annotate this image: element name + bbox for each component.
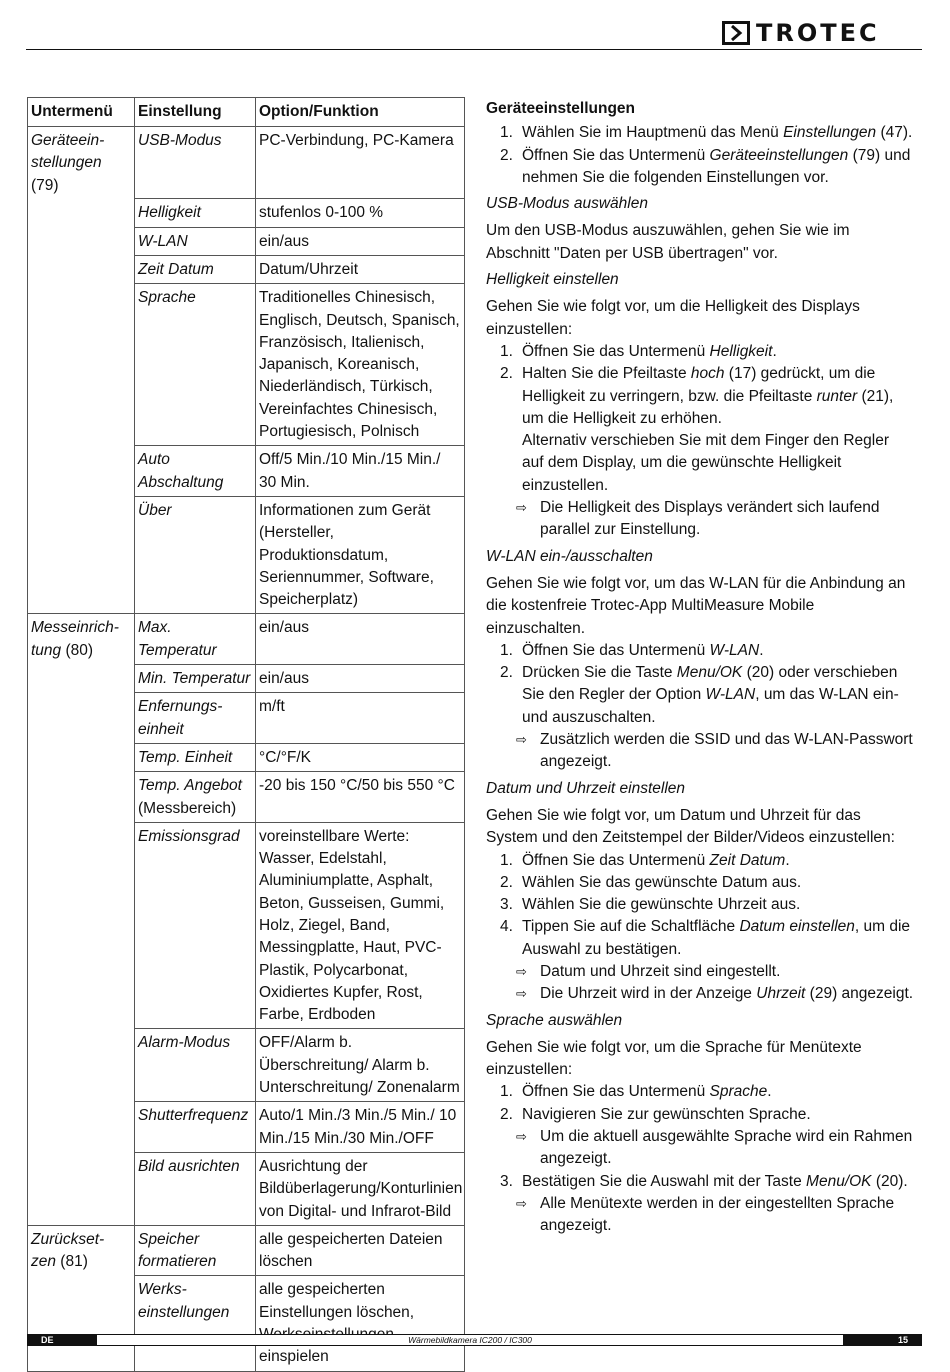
setting-cell: Über — [135, 496, 256, 613]
footer-model: Wärmebildkamera IC200 / IC300 — [97, 1335, 843, 1345]
logo-text: TROTEC — [756, 19, 880, 47]
list-item: 3. Bestätigen Sie die Auswahl mit der Taste Menu/OK (20). — [500, 1172, 908, 1190]
wlan-subheading: W-LAN ein-/ausschalten — [486, 547, 653, 565]
usb-subheading: USB-Modus auswählen — [486, 195, 648, 213]
submenu-cell — [28, 1225, 135, 1276]
option-cell: Ausrichtung der Bildüberlagerung/Konturlinien von Digital- und Infrarot-Bild — [256, 1152, 465, 1225]
option-cell: PC-Verbindung, PC-Kamera — [256, 127, 465, 199]
option-cell: ein/aus — [256, 665, 465, 693]
list-item: 1. Öffnen Sie das Untermenü W-LAN. — [500, 641, 764, 659]
list-item: 2. Navigieren Sie zur gewünschten Sprache. — [500, 1105, 811, 1123]
option-cell: Datum/Uhrzeit — [256, 255, 465, 283]
list-item: 4. Tippen Sie auf die Schaltfläche Datum einstellen, um die Auswahl zu bestätigen. — [500, 918, 911, 958]
table-row — [28, 665, 465, 693]
date-text: Gehen Sie wie folgt vor, um Datum und Uhrzeit für das System und den Zeitstempel der Bilder/Videos einzustellen: — [486, 806, 895, 847]
result-arrow-icon: ⇨ — [516, 986, 527, 1002]
setting-cell: Emissionsgrad — [135, 822, 256, 1029]
submenu-cell-empty — [28, 284, 135, 446]
setting-cell: Werks- einstellungen — [135, 1276, 256, 1371]
submenu-cell-empty — [28, 1276, 135, 1371]
section-heading: Geräteeinstellungen — [486, 100, 636, 117]
submenu-cell-empty — [28, 822, 135, 1029]
header-submenu: Untermenü — [28, 98, 135, 127]
submenu-ref: (79) — [31, 176, 59, 194]
usb-text: Um den USB-Modus auszuwählen, gehen Sie wie im Abschnitt "Daten per USB übertragen" vor. — [486, 222, 850, 262]
result-arrow-icon: ⇨ — [516, 1129, 527, 1145]
setting-cell: Speicher formatieren — [135, 1225, 256, 1276]
language-text: Gehen Sie wie folgt vor, um die Sprache für Menütexte einzustellen: — [486, 1038, 862, 1079]
setting-cell: Enfernungs- einheit — [135, 693, 256, 744]
language-subheading: Sprache auswählen — [486, 1011, 623, 1029]
table-row — [28, 822, 465, 1029]
list-item: 1. Öffnen Sie das Untermenü Helligkeit. — [500, 342, 777, 360]
setting-cell: USB-Modus — [135, 127, 256, 199]
header-rule — [26, 49, 922, 50]
list-item: 1. Öffnen Sie das Untermenü Sprache. — [500, 1083, 772, 1101]
submenu-cell-empty — [28, 446, 135, 497]
table-row — [28, 227, 465, 255]
footer-language: DE — [41, 1335, 54, 1345]
setting-cell: Zeit Datum — [135, 255, 256, 283]
list-item: 1. Öffnen Sie das Untermenü Zeit Datum. — [500, 851, 790, 869]
brightness-subheading: Helligkeit einstellen — [486, 271, 619, 289]
option-cell: voreinstellbare Werte: Wasser, Edelstahl, Aluminiumplatte, Asphalt, Beton, Gusseisen, Gummi, Holz, Ziegel, Band, Messingplatte, Haut, PVC-Plastik, Polycarbonat, Oxidiertes Kupfer, Rost, Farbe, Erdboden — [256, 822, 465, 1029]
submenu-ref: (80) — [61, 641, 94, 659]
option-cell: Auto/1 Min./3 Min./5 Min./ 10 Min./15 Min./30 Min./OFF — [256, 1102, 465, 1153]
submenu-name: Zurückset- zen — [31, 1230, 105, 1271]
setting-cell: Temp. Einheit — [135, 743, 256, 771]
option-cell: alle gespeicherten Dateien löschen — [256, 1225, 465, 1276]
brightness-text: Gehen Sie wie folgt vor, um die Helligkeit des Displays einzustellen: — [486, 298, 860, 338]
result-arrow-icon: ⇨ — [516, 1195, 527, 1211]
table-row — [28, 496, 465, 613]
table-row — [28, 1029, 465, 1102]
option-cell: -20 bis 150 °C/50 bis 550 °C — [256, 772, 465, 823]
table-row — [28, 127, 465, 199]
option-cell: Traditionelles Chinesisch, Englisch, Deutsch, Spanisch, Französisch, Italienisch, Japanisch, Koreanisch, Niederländisch, Türkisch, Vereinfachtes Chinesisch, Portugiesisch, Polnisch — [256, 284, 465, 446]
list-item: 2. Drücken Sie die Taste Menu/OK (20) oder verschieben Sie den Regler der Option W-LAN, um das W-LAN ein- und auszuschalten. — [500, 664, 899, 726]
option-cell: OFF/Alarm b. Überschreitung/ Alarm b. Unterschreitung/ Zonenalarm — [256, 1029, 465, 1102]
page-footer — [27, 1334, 922, 1346]
settings-table — [27, 97, 465, 1372]
submenu-cell — [28, 614, 135, 665]
header-setting: Einstellung — [135, 98, 256, 127]
trotec-logo — [722, 18, 880, 48]
setting-cell: Temp. Angebot (Messbereich) — [135, 772, 256, 823]
submenu-ref: (81) — [56, 1253, 88, 1271]
device-settings-section — [486, 98, 914, 1238]
option-cell: alle gespeicherten Einstellungen löschen, einspielen — [256, 1276, 465, 1371]
table-row — [28, 693, 465, 744]
table-body — [28, 127, 465, 1372]
setting-cell: Sprache — [135, 284, 256, 446]
result-item: ⇨ Die Helligkeit des Displays verändert sich laufend parallel zur Einstellung. — [516, 497, 914, 542]
submenu-cell-empty — [28, 496, 135, 613]
table-row — [28, 255, 465, 283]
setting-cell: Bild ausrichten — [135, 1152, 256, 1225]
table-row — [28, 743, 465, 771]
submenu-name: Messeinrich- tung — [31, 619, 119, 659]
logo-chevron-icon — [722, 21, 750, 45]
table-row — [28, 614, 465, 665]
submenu-cell-empty — [28, 772, 135, 823]
result-arrow-icon: ⇨ — [516, 732, 527, 748]
result-arrow-icon: ⇨ — [516, 500, 527, 516]
submenu-cell-empty — [28, 1152, 135, 1225]
result-arrow-icon: ⇨ — [516, 963, 527, 979]
option-cell: Off/5 Min./10 Min./15 Min./ 30 Min. — [256, 446, 465, 497]
option-cell: °C/°F/K — [256, 743, 465, 771]
setting-cell: Min. Temperatur — [135, 665, 256, 693]
submenu-cell-empty — [28, 743, 135, 771]
submenu-cell-empty — [28, 199, 135, 227]
list-item: 1. Wählen Sie im Hauptmenü das Menü Einstellungen (47). — [500, 124, 913, 142]
table-row — [28, 1102, 465, 1153]
footer-page-number: 15 — [897, 1335, 908, 1345]
submenu-cell-empty — [28, 1029, 135, 1102]
option-cell: ein/aus — [256, 227, 465, 255]
table-row — [28, 772, 465, 823]
result-item: ⇨ Datum und Uhrzeit sind eingestellt. — [516, 961, 914, 983]
list-item: 2. Halten Sie die Pfeiltaste hoch (17) gedrückt, um die Helligkeit zu verringern, bzw. die Pfeiltaste runter (21), um die Helligkeit zu erhöhen. Alternativ verschieben Sie mit dem Finger den Regler auf dem Display, um die gewünschte Helligkeit einzustellen. — [500, 365, 894, 494]
setting-cell: Max. Temperatur — [135, 614, 256, 665]
submenu-cell-empty — [28, 227, 135, 255]
table-row — [28, 284, 465, 446]
list-item: 3. Wählen Sie die gewünschte Uhrzeit aus. — [500, 896, 801, 914]
wlan-text: Gehen Sie wie folgt vor, um das W-LAN für die Anbindung an die kostenfreie Trotec-App MultiMeasure Mobile einzuschalten. — [486, 574, 906, 637]
result-item: ⇨ Um die aktuell ausgewählte Sprache wird ein Rahmen angezeigt. — [516, 1126, 914, 1171]
setting-cell: Auto Abschaltung — [135, 446, 256, 497]
list-item: 2. Öffnen Sie das Untermenü Geräteeinstellungen (79) und nehmen Sie die folgenden Einstellungen vor. — [500, 146, 911, 186]
date-subheading: Datum und Uhrzeit einstellen — [486, 779, 686, 797]
option-cell: m/ft — [256, 693, 465, 744]
submenu-cell — [28, 127, 135, 199]
option-cell: stufenlos 0-100 % — [256, 199, 465, 227]
header-option: Option/Funktion — [256, 98, 465, 127]
setting-cell: Helligkeit — [135, 199, 256, 227]
table-row — [28, 199, 465, 227]
result-item: ⇨ Die Uhrzeit wird in der Anzeige Uhrzeit (29) angezeigt. — [516, 983, 914, 1005]
submenu-cell-empty — [28, 665, 135, 693]
option-cell: Informationen zum Gerät (Hersteller, Produktionsdatum, Seriennummer, Software, Speicherplatz) — [256, 496, 465, 613]
table-header-row — [28, 98, 465, 127]
list-item: 2. Wählen Sie das gewünschte Datum aus. — [500, 873, 802, 891]
setting-cell: Shutterfrequenz — [135, 1102, 256, 1153]
option-cell: ein/aus — [256, 614, 465, 665]
submenu-cell-empty — [28, 693, 135, 744]
submenu-cell-empty — [28, 1102, 135, 1153]
submenu-name: Geräteein- stellungen — [31, 132, 105, 172]
setting-cell: W-LAN — [135, 227, 256, 255]
result-item: ⇨ Zusätzlich werden die SSID und das W-LAN-Passwort angezeigt. — [516, 729, 914, 774]
setting-cell: Alarm-Modus — [135, 1029, 256, 1102]
submenu-cell-empty — [28, 255, 135, 283]
table-row — [28, 446, 465, 497]
result-item: ⇨ Alle Menütexte werden in der eingestellten Sprache angezeigt. — [516, 1193, 914, 1238]
table-row — [28, 1225, 465, 1276]
table-row — [28, 1152, 465, 1225]
table-row — [28, 1276, 465, 1371]
